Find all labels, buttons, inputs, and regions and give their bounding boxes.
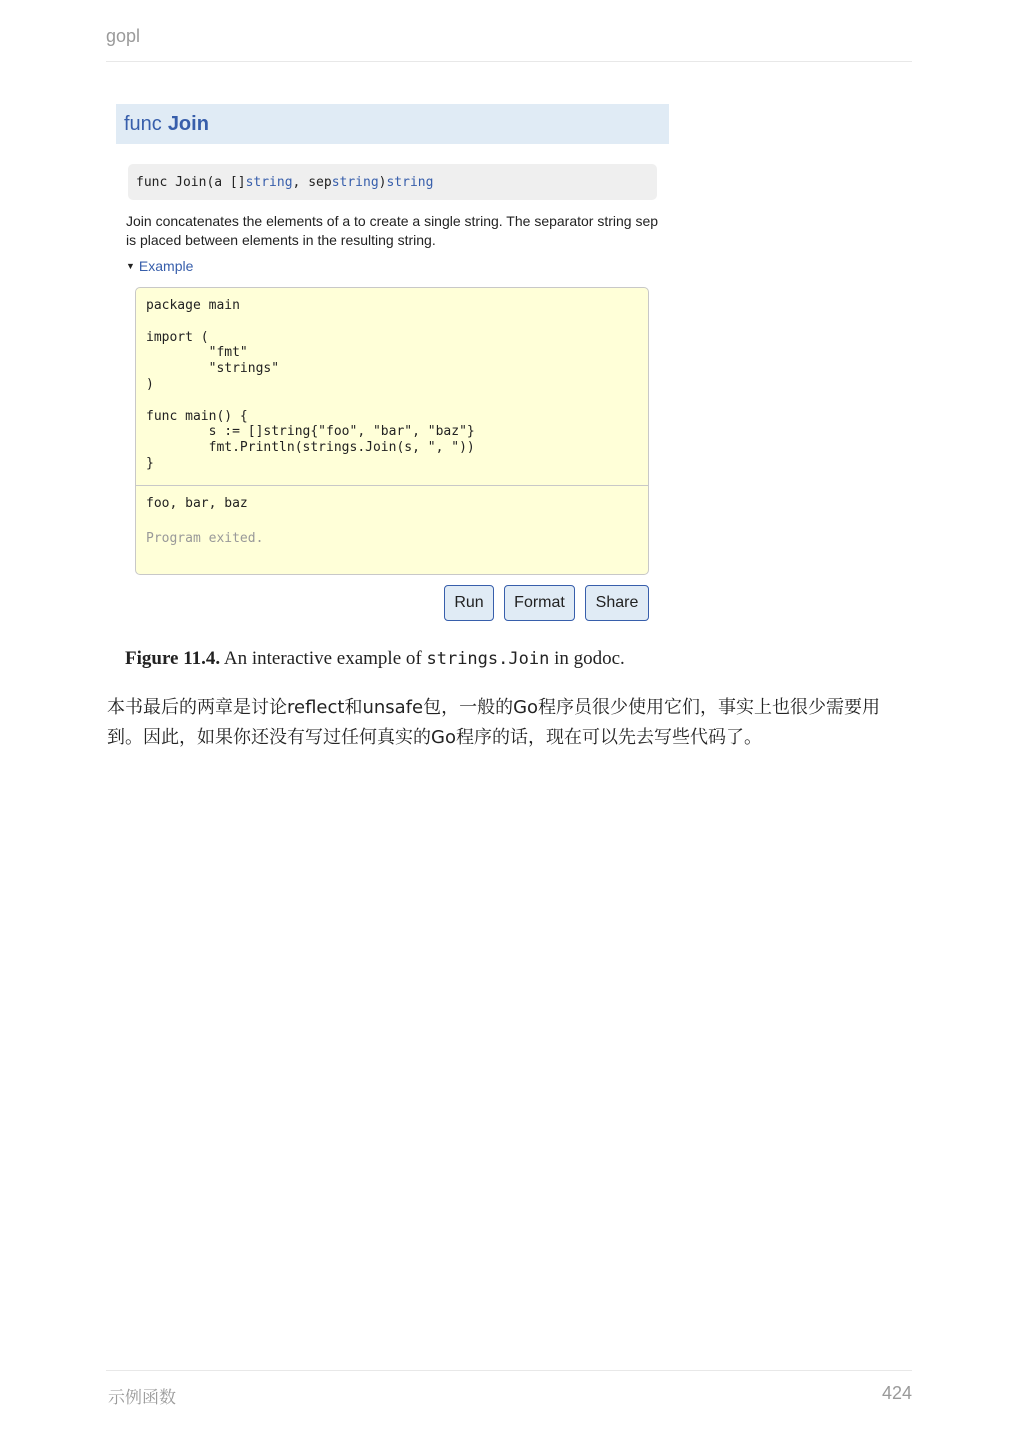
figure-label: Figure 11.4.	[125, 648, 221, 669]
exit-status: Program exited.	[146, 531, 264, 546]
example-toggle[interactable]	[126, 258, 669, 274]
figure-caption	[125, 648, 625, 670]
sig-text: )	[378, 174, 387, 190]
func-heading	[116, 104, 669, 144]
func-keyword: func	[124, 112, 162, 135]
output-text: foo, bar, baz	[146, 496, 248, 511]
body-paragraph: 本书最后的两章是讨论reflect和unsafe包，一般的Go程序员很少使用它们，事实上也很少需要用到。因此，如果你还没有写过任何真实的Go程序的话，现在可以先去写些代码了。	[107, 697, 881, 748]
sig-text: , sep	[292, 174, 332, 190]
figure-godoc-screenshot	[116, 104, 669, 624]
sig-type-link[interactable]: string	[331, 174, 379, 190]
caption-text: An interactive example of	[223, 648, 422, 669]
page-footer	[106, 1370, 912, 1411]
run-button[interactable]: Run	[444, 585, 494, 621]
page-header	[106, 26, 912, 62]
caption-text: in godoc.	[554, 648, 625, 669]
playground-buttons	[444, 585, 649, 621]
function-description: Join concatenates the elements of a to create a single string. The separator string sep is placed between elements in the resulting string.	[126, 213, 659, 248]
example-label: Example	[138, 258, 194, 274]
example-playground	[135, 287, 649, 575]
caret-down-icon: ▼	[126, 261, 135, 271]
sig-type-link[interactable]: string	[245, 174, 293, 190]
function-signature	[128, 164, 657, 200]
sig-text: func Join(a []	[136, 174, 246, 190]
caption-code: strings.Join	[426, 649, 550, 669]
func-name-link[interactable]: Join	[167, 112, 209, 135]
page-number: 424	[881, 1383, 912, 1403]
program-output	[136, 485, 648, 546]
sig-type-link[interactable]: string	[386, 174, 434, 190]
code-editor[interactable]: package main import ( "fmt" "strings" ) func main() { s := []string{"foo", "bar", "baz"} fmt.Println(strings.Join(s, ", ")) }	[146, 298, 475, 471]
format-button[interactable]: Format	[504, 585, 575, 621]
book-title: gopl	[106, 26, 141, 46]
share-button[interactable]: Share	[585, 585, 649, 621]
section-name: 示例函数	[108, 1388, 176, 1408]
